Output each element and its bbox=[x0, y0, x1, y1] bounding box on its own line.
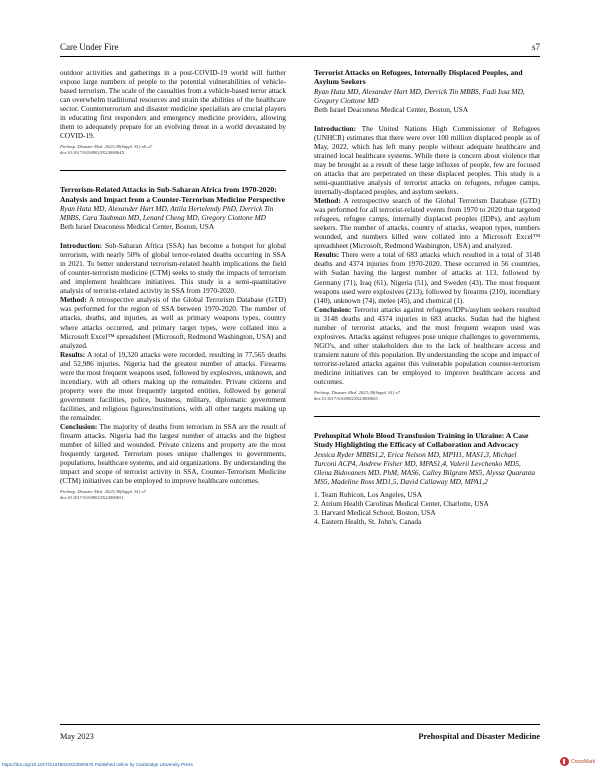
footer-journal: Prehospital and Disaster Medicine bbox=[418, 732, 540, 741]
page-footer bbox=[60, 732, 540, 741]
abstract-method bbox=[60, 295, 286, 349]
section-text: Sub-Saharan Africa (SSA) has become a hotspot for global terrorism, with nearly 50% of global terror-related deaths occurring in SSA in 2021. To better understand terrorism-related health implications the field of counter-terrorism medicine (CTM) seeks to study the impacts of terrorism and implement healthcare initiatives. This study is a semi-quantitative analysis of terrorist-related activity in SSA from 1970-2020. bbox=[60, 241, 286, 296]
crossmark-label: CrossMark bbox=[571, 758, 596, 765]
article-title: Terrorist Attacks on Refugees, Internally Displaced Peoples, and Asylum Seekers bbox=[314, 68, 523, 87]
section-text: A retrospective search of the Global Terrorism Database (GTD) was performed for all terrorist-related events from 1970 to 2020 that targeted refugees, refugee camps, internally displaced peoples (IDPs), and asylum seekers. The number of attacks, country of attacks, weapon types, numbers wounded, and numbers killed were collated into a Microsoft Excel™ spreadsheet (Microsoft, Redmond Washington, USA) and analyzed. bbox=[314, 196, 540, 251]
citation: Prehosp. Disaster Med. 2023;38(Suppl. S1):s7 bbox=[60, 489, 146, 495]
header-rule bbox=[60, 56, 540, 57]
article-affiliation: Beth Israel Deaconess Medical Center, Boston, USA bbox=[60, 222, 215, 232]
affiliation-list bbox=[314, 490, 540, 526]
affiliation-item: 3. Harvard Medical School, Boston, USA bbox=[314, 507, 436, 517]
abstract-introduction bbox=[314, 124, 540, 196]
page-number: s7 bbox=[531, 42, 540, 52]
article-authors: Ryan Hata MD, Alexander Hart MD, Derrick Tin MBBS, Fadi Issa MD, Gregory Ciottone MD bbox=[314, 86, 525, 105]
article-title: Terrorism-Related Attacks in Sub-Saharan Africa from 1970-2020: Analysis and Impact from a Counter-Terrorism Medicine Perspective bbox=[60, 185, 286, 204]
section-text: There were a total of 683 attacks which resulted in a total of 3148 deaths and 4374 injuries from 1970-2020. These occurred in 56 countries, with Sudan having the largest number of attacks at 113, followed by Germany (71), Iraq (61), Nigeria (51), and Sweden (43). The most frequent weapons used were explosives (213), followed by firearms (210), incendiary (140), unknown (74), melee (45), and chemical (1). bbox=[314, 250, 540, 305]
footer-date: May 2023 bbox=[60, 732, 94, 741]
abstract-introduction bbox=[60, 241, 286, 295]
abstract-results bbox=[60, 350, 286, 422]
continued-abstract-text: outdoor activities and gatherings in a post-COVID-19 world will further expose large numbers of people to the potential vulnerabilities of vehicle-based terrorism. The scale of the casualties from a vehicle-based terror attack can overwhelm traditional resources and strain the abilities of the healthcare sector. Counterterrorism and disaster medicine specialists are crucial players in educating first responders and emergency medicine providers, allowing them to adequately prepare for an evolving threat in a world devastated by COVID-19. bbox=[60, 68, 286, 141]
abstract-conclusion bbox=[314, 305, 540, 386]
section-label: Results: bbox=[314, 250, 340, 260]
section-label: Method: bbox=[314, 196, 341, 206]
article-authors: Jessica Ryder MBBS1,2, Erica Nelson MD, MPH1, MAS1,3, Michael Turconi ACP4, Andrew Fisher MD, MPAS1,4, Valerii Levchenko MD5, Olena Bidovanets MD, PhM, MAS6, Calley Bilgram MS5, Alyssa Quaranta MS5, Madeline Ross MD1,5, David Callaway MD, MPA1,2 bbox=[314, 449, 535, 486]
abstract-results bbox=[314, 250, 540, 304]
affiliation-item: 1. Team Rubicon, Los Angeles, USA bbox=[314, 489, 422, 499]
affiliation-item: 2. Atrium Health Carolinas Medical Center, Charlotte, USA bbox=[314, 498, 489, 508]
doi-link[interactable]: doi:10.1017/S1049023X23000663 bbox=[314, 396, 378, 402]
doi-link[interactable]: doi:10.1017/S1049023X23000651 bbox=[60, 495, 124, 501]
published-doi-link[interactable]: https://doi.org/10.1017/S1049023X23000675 Published online by Cambridge University Press bbox=[2, 762, 193, 767]
section-label: Introduction: bbox=[314, 123, 357, 133]
section-label: Method: bbox=[60, 295, 87, 305]
section-text: Terrorist attacks against refugees/IDPs/asylum seekers resulted in 3148 deaths and 4374 injuries in 683 attacks. Sudan had the highest number of terrorist attacks, and the most frequent weapon used was explosives. Attacks against refugees pose unique challenges to governments, NGO's, and other stakeholders due to the lack of healthcare access and transient nature of this population. By understanding the scope and impact of terrorist-related attacks against this vulnerable population counter-terrorism medicine initiatives can be employed to improve healthcare access and outcomes. bbox=[314, 304, 540, 387]
citation: Prehosp. Disaster Med. 2023;38(Suppl. S1):s7 bbox=[314, 390, 400, 396]
citation: Prehosp. Disaster Med. 2023;38(Suppl. S1):s6–s7 bbox=[60, 144, 153, 150]
running-head-title: Care Under Fire bbox=[60, 42, 119, 52]
section-text: The majority of deaths from terrorism in SSA are the result of firearm attacks. Nigeria had the largest number of attacks and the highest number of killed and wounded. Private citizens and property are the most frequently targeted. Terrorism poses unique challenges to governments, populations, healthcare systems, and aid organizations. By understanding the impact and scope of terrorist activity in SSA, Counter-Terrorism Medicine (CTM) initiatives can be employed to improve healthcare outcomes. bbox=[60, 422, 286, 486]
footer-rule bbox=[60, 724, 540, 725]
section-divider bbox=[60, 170, 286, 171]
running-head bbox=[60, 42, 540, 56]
abstract-method bbox=[314, 196, 540, 250]
doi-link[interactable]: doi:10.1017/S1049023X2300064X bbox=[60, 150, 125, 156]
crossmark-icon bbox=[560, 757, 569, 766]
article-authors: Ryan Hata MD, Alexander Hart MD, Attila Hertelendy PhD, Derrick Tin MBBS, Cara Taubman MD, Lenard Cheng MD, Gregory Ciottone MD bbox=[60, 203, 274, 223]
section-label: Results: bbox=[60, 349, 86, 359]
section-label: Conclusion: bbox=[60, 422, 98, 432]
abstract-conclusion bbox=[60, 422, 286, 485]
crossmark-button[interactable] bbox=[560, 757, 595, 766]
right-column bbox=[314, 68, 540, 526]
section-text: A retrospective analysis of the Global Terrorism Database (GTD) was performed for the region of SSA between 1970-2020. The number of attacks, deaths, and injuries, as well as primary weapons types, country where attacks occurred, and primary target types, were collated into a Microsoft Excel™ spreadsheet (Microsoft, Redmond Washington, USA) and analyzed. bbox=[60, 295, 286, 350]
section-text: A total of 19,320 attacks were recorded, resulting in 77,565 deaths and 52,986 injuries. Nigeria had the greatest number of attacks. Firearms were the most frequent weapons used, followed by explosives, unknown, and incendiary, with all others making up the remainder. Private citizens and property were the most frequently targeted entities, followed by general government facilities, police, business, military, diplomatic government facilities, and religious figures/institutions, with all other targets making up the remainder. bbox=[60, 349, 286, 422]
affiliation-item: 4. Eastern Health, St. John's, Canada bbox=[314, 517, 422, 527]
article-title: Prehospital Whole Blood Transfusion Training in Ukraine: A Case Study Highlighting the Efficacy of Collaboration and Advocacy bbox=[314, 431, 529, 450]
section-divider bbox=[314, 416, 540, 417]
section-text: The United Nations High Commissioner of Refugees (UNHCR) estimates that there were over 100 million displaced people as of May, 2022, which has left many people without adequate healthcare and strained local healthcare systems. While there is concern about violence that may be brought as a result of these large influxes of people, few are focused on attacks that are perpetrated on these displaced peoples. This study is a semi-quantitative analysis of terrorist attacks on refugees, refugee camps, internally-displaced peoples, and asylum seekers. bbox=[314, 123, 540, 197]
left-column bbox=[60, 68, 286, 501]
article-affiliation: Beth Israel Deaconess Medical Center, Boston, USA bbox=[314, 104, 469, 114]
section-label: Conclusion: bbox=[314, 304, 352, 314]
section-label: Introduction: bbox=[60, 241, 103, 251]
